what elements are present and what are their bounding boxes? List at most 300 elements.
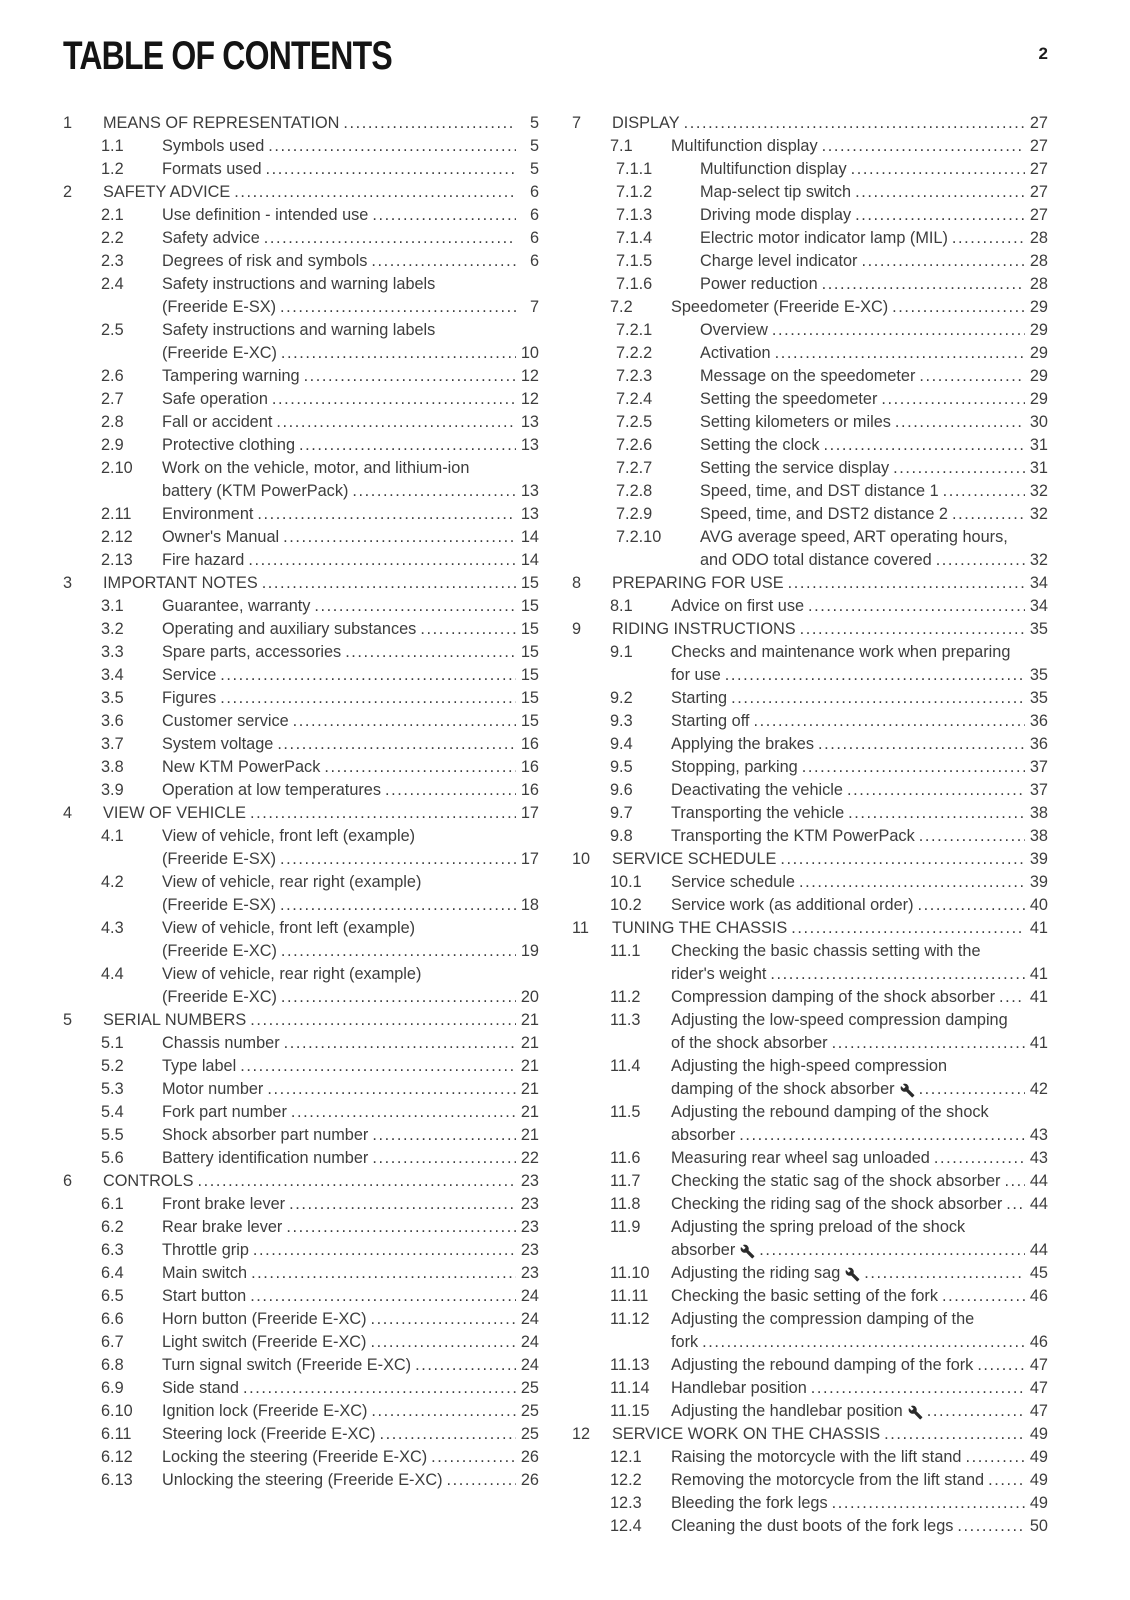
toc-entry bbox=[63, 1400, 539, 1423]
toc-entry-number: 9.1 bbox=[610, 643, 633, 661]
toc-entry-body bbox=[162, 641, 539, 664]
toc-entry bbox=[572, 434, 1048, 457]
toc-entry-page: 21 bbox=[520, 1011, 539, 1029]
toc-entry bbox=[572, 1515, 1048, 1538]
dot-leader bbox=[385, 779, 516, 802]
toc-entry-title: Service work (as additional order) bbox=[671, 896, 914, 914]
toc-entry-lastline bbox=[162, 940, 539, 963]
toc-entry-title: Setting the speedometer bbox=[700, 390, 878, 408]
toc-entry-title: Locking the steering (Freeride E-XC) bbox=[162, 1448, 428, 1466]
dot-leader bbox=[343, 112, 516, 135]
toc-entry-number: 2.11 bbox=[101, 505, 132, 523]
toc-entry-lastline bbox=[162, 434, 539, 457]
toc-entry-lastline bbox=[162, 1354, 539, 1377]
toc-entry-lastline bbox=[700, 388, 1048, 411]
toc-entry bbox=[63, 1009, 539, 1032]
dot-leader bbox=[725, 664, 1025, 687]
toc-entry bbox=[572, 595, 1048, 618]
toc-entry bbox=[63, 618, 539, 641]
toc-entry-lastline bbox=[612, 917, 1048, 940]
dot-leader bbox=[380, 1423, 516, 1446]
toc-entry-page: 24 bbox=[520, 1333, 539, 1351]
toc-entry-page: 27 bbox=[1029, 114, 1048, 132]
toc-entry-body bbox=[671, 595, 1048, 618]
toc-entry-number: 6.1 bbox=[101, 1195, 124, 1213]
toc-entry-number: 4.2 bbox=[101, 873, 124, 891]
dot-leader bbox=[818, 733, 1025, 756]
toc-entry-body bbox=[162, 411, 539, 434]
dot-leader bbox=[299, 434, 516, 457]
toc-entry-lastline bbox=[162, 1216, 539, 1239]
dot-leader bbox=[352, 480, 516, 503]
toc-entry-title: Speedometer (Freeride E-XC) bbox=[671, 298, 889, 316]
toc-entry-number: 4.3 bbox=[101, 919, 124, 937]
toc-entry-number: 3.7 bbox=[101, 735, 124, 753]
toc-entry-body bbox=[162, 618, 539, 641]
toc-entry bbox=[572, 1285, 1048, 1308]
dot-leader bbox=[220, 664, 516, 687]
toc-entry-number: 6.12 bbox=[101, 1448, 133, 1466]
toc-entry-page: 32 bbox=[1029, 551, 1048, 569]
toc-entry-body bbox=[671, 986, 1048, 1009]
toc-entry-number: 3.8 bbox=[101, 758, 124, 776]
toc-entry-number: 9 bbox=[572, 620, 582, 638]
toc-entry-number: 2 bbox=[63, 183, 73, 201]
toc-entry-lastline bbox=[162, 227, 539, 250]
toc-entry-number: 4.1 bbox=[101, 827, 124, 845]
toc-entry-page: 24 bbox=[520, 1287, 539, 1305]
toc-entry-number: 9.5 bbox=[610, 758, 633, 776]
toc-entry bbox=[572, 779, 1048, 802]
toc-entry bbox=[63, 1216, 539, 1239]
toc-entry-number: 2.2 bbox=[101, 229, 124, 247]
dot-leader bbox=[823, 434, 1025, 457]
toc-entry-body bbox=[103, 572, 539, 595]
toc-entry-page: 23 bbox=[520, 1241, 539, 1259]
toc-entry-lastline bbox=[103, 1009, 539, 1032]
toc-entry-lastline bbox=[700, 181, 1048, 204]
toc-entry-number: 7.2.1 bbox=[616, 321, 653, 339]
dot-leader bbox=[832, 1492, 1025, 1515]
toc-entry-title: Charge level indicator bbox=[700, 252, 858, 270]
toc-entry-page: 34 bbox=[1029, 597, 1048, 615]
toc-entry-lastline bbox=[162, 1124, 539, 1147]
toc-entry-page: 42 bbox=[1029, 1080, 1048, 1098]
dot-leader bbox=[753, 710, 1025, 733]
toc-entry-title: Rear brake lever bbox=[162, 1218, 283, 1236]
toc-entry bbox=[63, 1423, 539, 1446]
toc-entry-title: Tampering warning bbox=[162, 367, 300, 385]
toc-entry-lastline bbox=[671, 1262, 1048, 1285]
toc-entry-number: 5.5 bbox=[101, 1126, 124, 1144]
toc-entry-body bbox=[671, 1193, 1048, 1216]
dot-leader bbox=[243, 1377, 516, 1400]
dot-leader bbox=[372, 1124, 516, 1147]
toc-entry-title: Use definition - intended use bbox=[162, 206, 369, 224]
toc-entry-title: Front brake lever bbox=[162, 1195, 286, 1213]
dot-leader bbox=[415, 1354, 516, 1377]
toc-entry-title: Light switch (Freeride E-XC) bbox=[162, 1333, 367, 1351]
toc-entry-lastline bbox=[700, 204, 1048, 227]
toc-entry bbox=[572, 1216, 1048, 1262]
toc-entry-number: 3.5 bbox=[101, 689, 124, 707]
toc-entry-page: 5 bbox=[529, 114, 539, 132]
dot-leader bbox=[952, 503, 1025, 526]
wrench-icon bbox=[845, 1267, 860, 1282]
toc-entry-lastline bbox=[612, 572, 1048, 595]
toc-entry-page: 31 bbox=[1029, 459, 1048, 477]
toc-entry-page: 45 bbox=[1029, 1264, 1048, 1282]
toc-entry-title: RIDING INSTRUCTIONS bbox=[612, 620, 796, 638]
toc-entry-body bbox=[162, 687, 539, 710]
toc-entry-page: 25 bbox=[520, 1402, 539, 1420]
toc-entry-title: (Freeride E-SX) bbox=[162, 896, 276, 914]
toc-entry-number: 7.1.3 bbox=[616, 206, 653, 224]
dot-leader bbox=[251, 1262, 516, 1285]
toc-entry-page: 21 bbox=[520, 1126, 539, 1144]
toc-entry bbox=[572, 250, 1048, 273]
toc-entry-title: Compression damping of the shock absorber bbox=[671, 988, 995, 1006]
toc-entry-body bbox=[162, 917, 539, 963]
dot-leader bbox=[447, 1469, 516, 1492]
toc-entry-page: 49 bbox=[1029, 1471, 1048, 1489]
toc-entry bbox=[63, 158, 539, 181]
toc-entry-body bbox=[162, 1469, 539, 1492]
toc-entry-body bbox=[162, 1354, 539, 1377]
toc-entry-number: 6.13 bbox=[101, 1471, 133, 1489]
toc-entry bbox=[63, 1170, 539, 1193]
toc-entry-number: 6 bbox=[63, 1172, 73, 1190]
toc-entry-number: 2.5 bbox=[101, 321, 124, 339]
toc-entry-page: 20 bbox=[520, 988, 539, 1006]
toc-entry-page: 50 bbox=[1029, 1517, 1048, 1535]
toc-entry-lastline bbox=[162, 986, 539, 1009]
toc-entry bbox=[572, 1492, 1048, 1515]
toc-entry-number: 2.9 bbox=[101, 436, 124, 454]
toc-entry-body bbox=[671, 756, 1048, 779]
toc-entry bbox=[63, 641, 539, 664]
toc-entry bbox=[572, 1170, 1048, 1193]
toc-entry bbox=[572, 871, 1048, 894]
toc-entry bbox=[572, 1469, 1048, 1492]
toc-entry-page: 26 bbox=[520, 1471, 539, 1489]
toc-entry-lastline bbox=[671, 1354, 1048, 1377]
toc-entry-body bbox=[162, 825, 539, 871]
dot-leader bbox=[999, 986, 1025, 1009]
dot-leader bbox=[272, 388, 516, 411]
toc-entry-page: 40 bbox=[1029, 896, 1048, 914]
toc-entry bbox=[572, 641, 1048, 687]
toc-entry-title: Symbols used bbox=[162, 137, 265, 155]
dot-leader bbox=[240, 1055, 516, 1078]
toc-entry-lastline bbox=[671, 1285, 1048, 1308]
toc-entry bbox=[572, 526, 1048, 572]
toc-entry bbox=[572, 342, 1048, 365]
toc-entry-body bbox=[700, 204, 1048, 227]
toc-entry bbox=[572, 618, 1048, 641]
toc-entry-page: 44 bbox=[1029, 1172, 1048, 1190]
dot-leader bbox=[861, 250, 1025, 273]
toc-entry bbox=[572, 135, 1048, 158]
toc-entry-page: 47 bbox=[1029, 1402, 1048, 1420]
dot-leader bbox=[268, 135, 516, 158]
toc-entry-title: Fire hazard bbox=[162, 551, 245, 569]
toc-entry-number: 7.2.5 bbox=[616, 413, 653, 431]
toc-entry-number: 11.3 bbox=[610, 1011, 641, 1029]
dot-leader bbox=[372, 204, 516, 227]
toc-entry-number: 7.2.3 bbox=[616, 367, 653, 385]
toc-entry-number: 6.5 bbox=[101, 1287, 124, 1305]
toc-entry-number: 6.9 bbox=[101, 1379, 124, 1397]
dot-leader bbox=[684, 112, 1025, 135]
toc-entry-number: 7.2.10 bbox=[616, 528, 662, 546]
toc-entry-lastline bbox=[700, 250, 1048, 273]
toc-entry-number: 4.4 bbox=[101, 965, 124, 983]
toc-entry-number: 7.1.2 bbox=[616, 183, 653, 201]
toc-entry-number: 5.3 bbox=[101, 1080, 124, 1098]
toc-entry-lastline bbox=[612, 848, 1048, 871]
toc-entry-page: 15 bbox=[520, 689, 539, 707]
toc-entry-page: 41 bbox=[1029, 965, 1048, 983]
toc-entry-number: 6.6 bbox=[101, 1310, 124, 1328]
toc-entry-lastline bbox=[671, 1469, 1048, 1492]
dot-leader bbox=[371, 250, 516, 273]
toc-entry-page: 25 bbox=[520, 1379, 539, 1397]
toc-entry-lastline bbox=[162, 1285, 539, 1308]
toc-entry bbox=[63, 917, 539, 963]
dot-leader bbox=[919, 825, 1025, 848]
toc-entry-lastline bbox=[671, 1193, 1048, 1216]
toc-entry-lastline bbox=[103, 572, 539, 595]
toc-entry-lastline bbox=[162, 526, 539, 549]
toc-entry-page: 6 bbox=[529, 252, 539, 270]
toc-entry bbox=[63, 733, 539, 756]
toc-entry-number: 7.1 bbox=[610, 137, 633, 155]
toc-entry bbox=[572, 1354, 1048, 1377]
toc-entry-number: 11.9 bbox=[610, 1218, 641, 1236]
toc-entry-body bbox=[671, 1515, 1048, 1538]
toc-entry-page: 7 bbox=[529, 298, 539, 316]
toc-entry bbox=[63, 112, 539, 135]
toc-entry-title: AVG average speed, ART operating hours, bbox=[700, 528, 1008, 546]
toc-entry-lastline bbox=[671, 779, 1048, 802]
toc-entry-number: 3.6 bbox=[101, 712, 124, 730]
toc-entry-lastline bbox=[162, 342, 539, 365]
toc-entry bbox=[572, 986, 1048, 1009]
toc-entry-body bbox=[162, 1446, 539, 1469]
toc-entry bbox=[63, 319, 539, 365]
toc-entry-lastline bbox=[671, 1400, 1048, 1423]
toc-entry-number: 11.4 bbox=[610, 1057, 641, 1075]
toc-entry-body bbox=[671, 1009, 1048, 1055]
toc-entry-body bbox=[162, 710, 539, 733]
toc-entry-title: Protective clothing bbox=[162, 436, 296, 454]
dot-leader bbox=[293, 710, 516, 733]
toc-entry-title: (Freeride E-XC) bbox=[162, 344, 277, 362]
dot-leader bbox=[289, 1193, 516, 1216]
toc-entry bbox=[63, 963, 539, 1009]
toc-entry-number: 7.1.5 bbox=[616, 252, 653, 270]
toc-entry-number: 7.2.2 bbox=[616, 344, 653, 362]
toc-entry-lastline bbox=[162, 618, 539, 641]
toc-entry-lastline bbox=[700, 365, 1048, 388]
toc-entry-lastline bbox=[700, 549, 1048, 572]
toc-entry bbox=[63, 1354, 539, 1377]
toc-entry-title: Spare parts, accessories bbox=[162, 643, 342, 661]
toc-entry-page: 21 bbox=[520, 1034, 539, 1052]
toc-entry-number: 11.13 bbox=[610, 1356, 650, 1374]
toc-entry-body bbox=[671, 1492, 1048, 1515]
toc-entry-page: 28 bbox=[1029, 229, 1048, 247]
toc-entry-body bbox=[162, 1423, 539, 1446]
toc-entry-number: 6.10 bbox=[101, 1402, 133, 1420]
toc-entry-number: 2.10 bbox=[101, 459, 133, 477]
toc-entry-page: 41 bbox=[1029, 919, 1048, 937]
toc-entry-title: Turn signal switch (Freeride E-XC) bbox=[162, 1356, 412, 1374]
toc-entry-lastline bbox=[162, 1446, 539, 1469]
toc-entry-lastline bbox=[162, 1055, 539, 1078]
toc-entry-body bbox=[612, 848, 1048, 871]
toc-entry-body bbox=[103, 1009, 539, 1032]
dot-leader bbox=[280, 848, 516, 871]
dot-leader bbox=[864, 1262, 1025, 1285]
toc-entry-title: Adjusting the rebound damping of the fork bbox=[671, 1356, 974, 1374]
toc-entry-lastline bbox=[671, 963, 1048, 986]
dot-leader bbox=[770, 963, 1025, 986]
dot-leader bbox=[420, 618, 516, 641]
toc-entry-body bbox=[700, 434, 1048, 457]
toc-entry-lastline bbox=[700, 503, 1048, 526]
toc-entry-lastline bbox=[671, 1377, 1048, 1400]
toc-entry-number: 2.7 bbox=[101, 390, 124, 408]
toc-entry-lastline bbox=[162, 1239, 539, 1262]
toc-entry-lastline bbox=[162, 1262, 539, 1285]
toc-entry-lastline bbox=[162, 1308, 539, 1331]
toc-entry-page: 29 bbox=[1029, 390, 1048, 408]
toc-entry-page: 34 bbox=[1029, 574, 1048, 592]
toc-entry bbox=[572, 158, 1048, 181]
toc-entry bbox=[572, 940, 1048, 986]
toc-entry-body bbox=[700, 457, 1048, 480]
toc-entry-page: 15 bbox=[520, 620, 539, 638]
toc-entry-title: Main switch bbox=[162, 1264, 248, 1282]
toc-entry-title: rider's weight bbox=[671, 965, 767, 983]
toc-entry-body bbox=[162, 1216, 539, 1239]
toc-entry-body bbox=[671, 1377, 1048, 1400]
toc-entry-lastline bbox=[612, 618, 1048, 641]
toc-entry-number: 7.1.6 bbox=[616, 275, 653, 293]
toc-entry-page: 14 bbox=[520, 551, 539, 569]
toc-entry-number: 3.1 bbox=[101, 597, 124, 615]
toc-entry-title: Work on the vehicle, motor, and lithium-ion bbox=[162, 459, 470, 477]
dot-leader bbox=[197, 1170, 516, 1193]
toc-entry-page: 17 bbox=[520, 804, 539, 822]
dot-leader bbox=[731, 687, 1025, 710]
dot-leader bbox=[284, 1032, 516, 1055]
toc-entry-title: Battery identification number bbox=[162, 1149, 369, 1167]
wrench-icon bbox=[908, 1405, 923, 1420]
toc-entry-page: 43 bbox=[1029, 1149, 1048, 1167]
toc-entry-lastline bbox=[162, 411, 539, 434]
dot-leader bbox=[851, 158, 1025, 181]
toc-entry-title: Checks and maintenance work when preparing bbox=[671, 643, 1011, 661]
toc-entry-body bbox=[162, 526, 539, 549]
toc-entry-number: 9.8 bbox=[610, 827, 633, 845]
toc-entry-lastline bbox=[162, 779, 539, 802]
toc-entry bbox=[63, 1262, 539, 1285]
toc-entry-body bbox=[671, 1055, 1048, 1101]
toc-entry-title: Side stand bbox=[162, 1379, 239, 1397]
dot-leader bbox=[276, 411, 516, 434]
toc-entry-number: 11.10 bbox=[610, 1264, 650, 1282]
dot-leader bbox=[800, 618, 1025, 641]
toc-entry-number: 6.3 bbox=[101, 1241, 124, 1259]
toc-entry-lastline bbox=[162, 158, 539, 181]
toc-entry-title: Checking the static sag of the shock absorber bbox=[671, 1172, 1001, 1190]
toc-entry-title: Multifunction display bbox=[671, 137, 818, 155]
toc-entry bbox=[63, 1101, 539, 1124]
toc-entry-lastline bbox=[700, 480, 1048, 503]
toc-entry-page: 21 bbox=[520, 1080, 539, 1098]
toc-entry-page: 29 bbox=[1029, 298, 1048, 316]
toc-entry-lastline bbox=[162, 1331, 539, 1354]
dot-leader bbox=[934, 1147, 1025, 1170]
toc-entry-title: New KTM PowerPack bbox=[162, 758, 321, 776]
toc-entry-title: Checking the basic chassis setting with the bbox=[671, 942, 981, 960]
toc-entry-body bbox=[612, 1423, 1048, 1446]
toc-entry-lastline bbox=[162, 894, 539, 917]
toc-entry-page: 35 bbox=[1029, 666, 1048, 684]
toc-entry-body bbox=[700, 503, 1048, 526]
toc-entry-lastline bbox=[700, 273, 1048, 296]
dot-leader bbox=[253, 1239, 516, 1262]
toc-entry-number: 10 bbox=[572, 850, 591, 868]
toc-entry-number: 5.6 bbox=[101, 1149, 124, 1167]
toc-entry-lastline bbox=[700, 342, 1048, 365]
page-title: TABLE OF CONTENTS bbox=[63, 34, 392, 78]
dot-leader bbox=[822, 135, 1025, 158]
page-number: 2 bbox=[1038, 44, 1048, 63]
toc-entry-title: Overview bbox=[700, 321, 768, 339]
toc-entry-title: Removing the motorcycle from the lift stand bbox=[671, 1471, 985, 1489]
toc-entry-page: 26 bbox=[520, 1448, 539, 1466]
toc-entry-title: Type label bbox=[162, 1057, 237, 1075]
toc-entry-body bbox=[671, 1354, 1048, 1377]
dot-leader bbox=[250, 1285, 516, 1308]
toc-entry-body bbox=[162, 1101, 539, 1124]
toc-entry-lastline bbox=[162, 1469, 539, 1492]
toc-entry bbox=[63, 250, 539, 273]
toc-entry-page: 39 bbox=[1029, 873, 1048, 891]
toc-entry-page: 13 bbox=[520, 482, 539, 500]
toc-entry-title: Starting off bbox=[671, 712, 750, 730]
toc-entry-lastline bbox=[103, 181, 539, 204]
toc-entry bbox=[572, 204, 1048, 227]
toc-entry bbox=[63, 1308, 539, 1331]
toc-entry bbox=[572, 181, 1048, 204]
dot-leader bbox=[220, 687, 516, 710]
toc-entry-title: View of vehicle, rear right (example) bbox=[162, 965, 422, 983]
toc-entry-page: 15 bbox=[520, 666, 539, 684]
toc-entry-body bbox=[162, 1055, 539, 1078]
toc-entry-body bbox=[671, 1446, 1048, 1469]
toc-entry bbox=[63, 1124, 539, 1147]
toc-entry-lastline bbox=[671, 296, 1048, 319]
dot-leader bbox=[943, 480, 1025, 503]
toc-entry bbox=[63, 595, 539, 618]
toc-entry-number: 5.2 bbox=[101, 1057, 124, 1075]
dot-leader bbox=[832, 1032, 1025, 1055]
